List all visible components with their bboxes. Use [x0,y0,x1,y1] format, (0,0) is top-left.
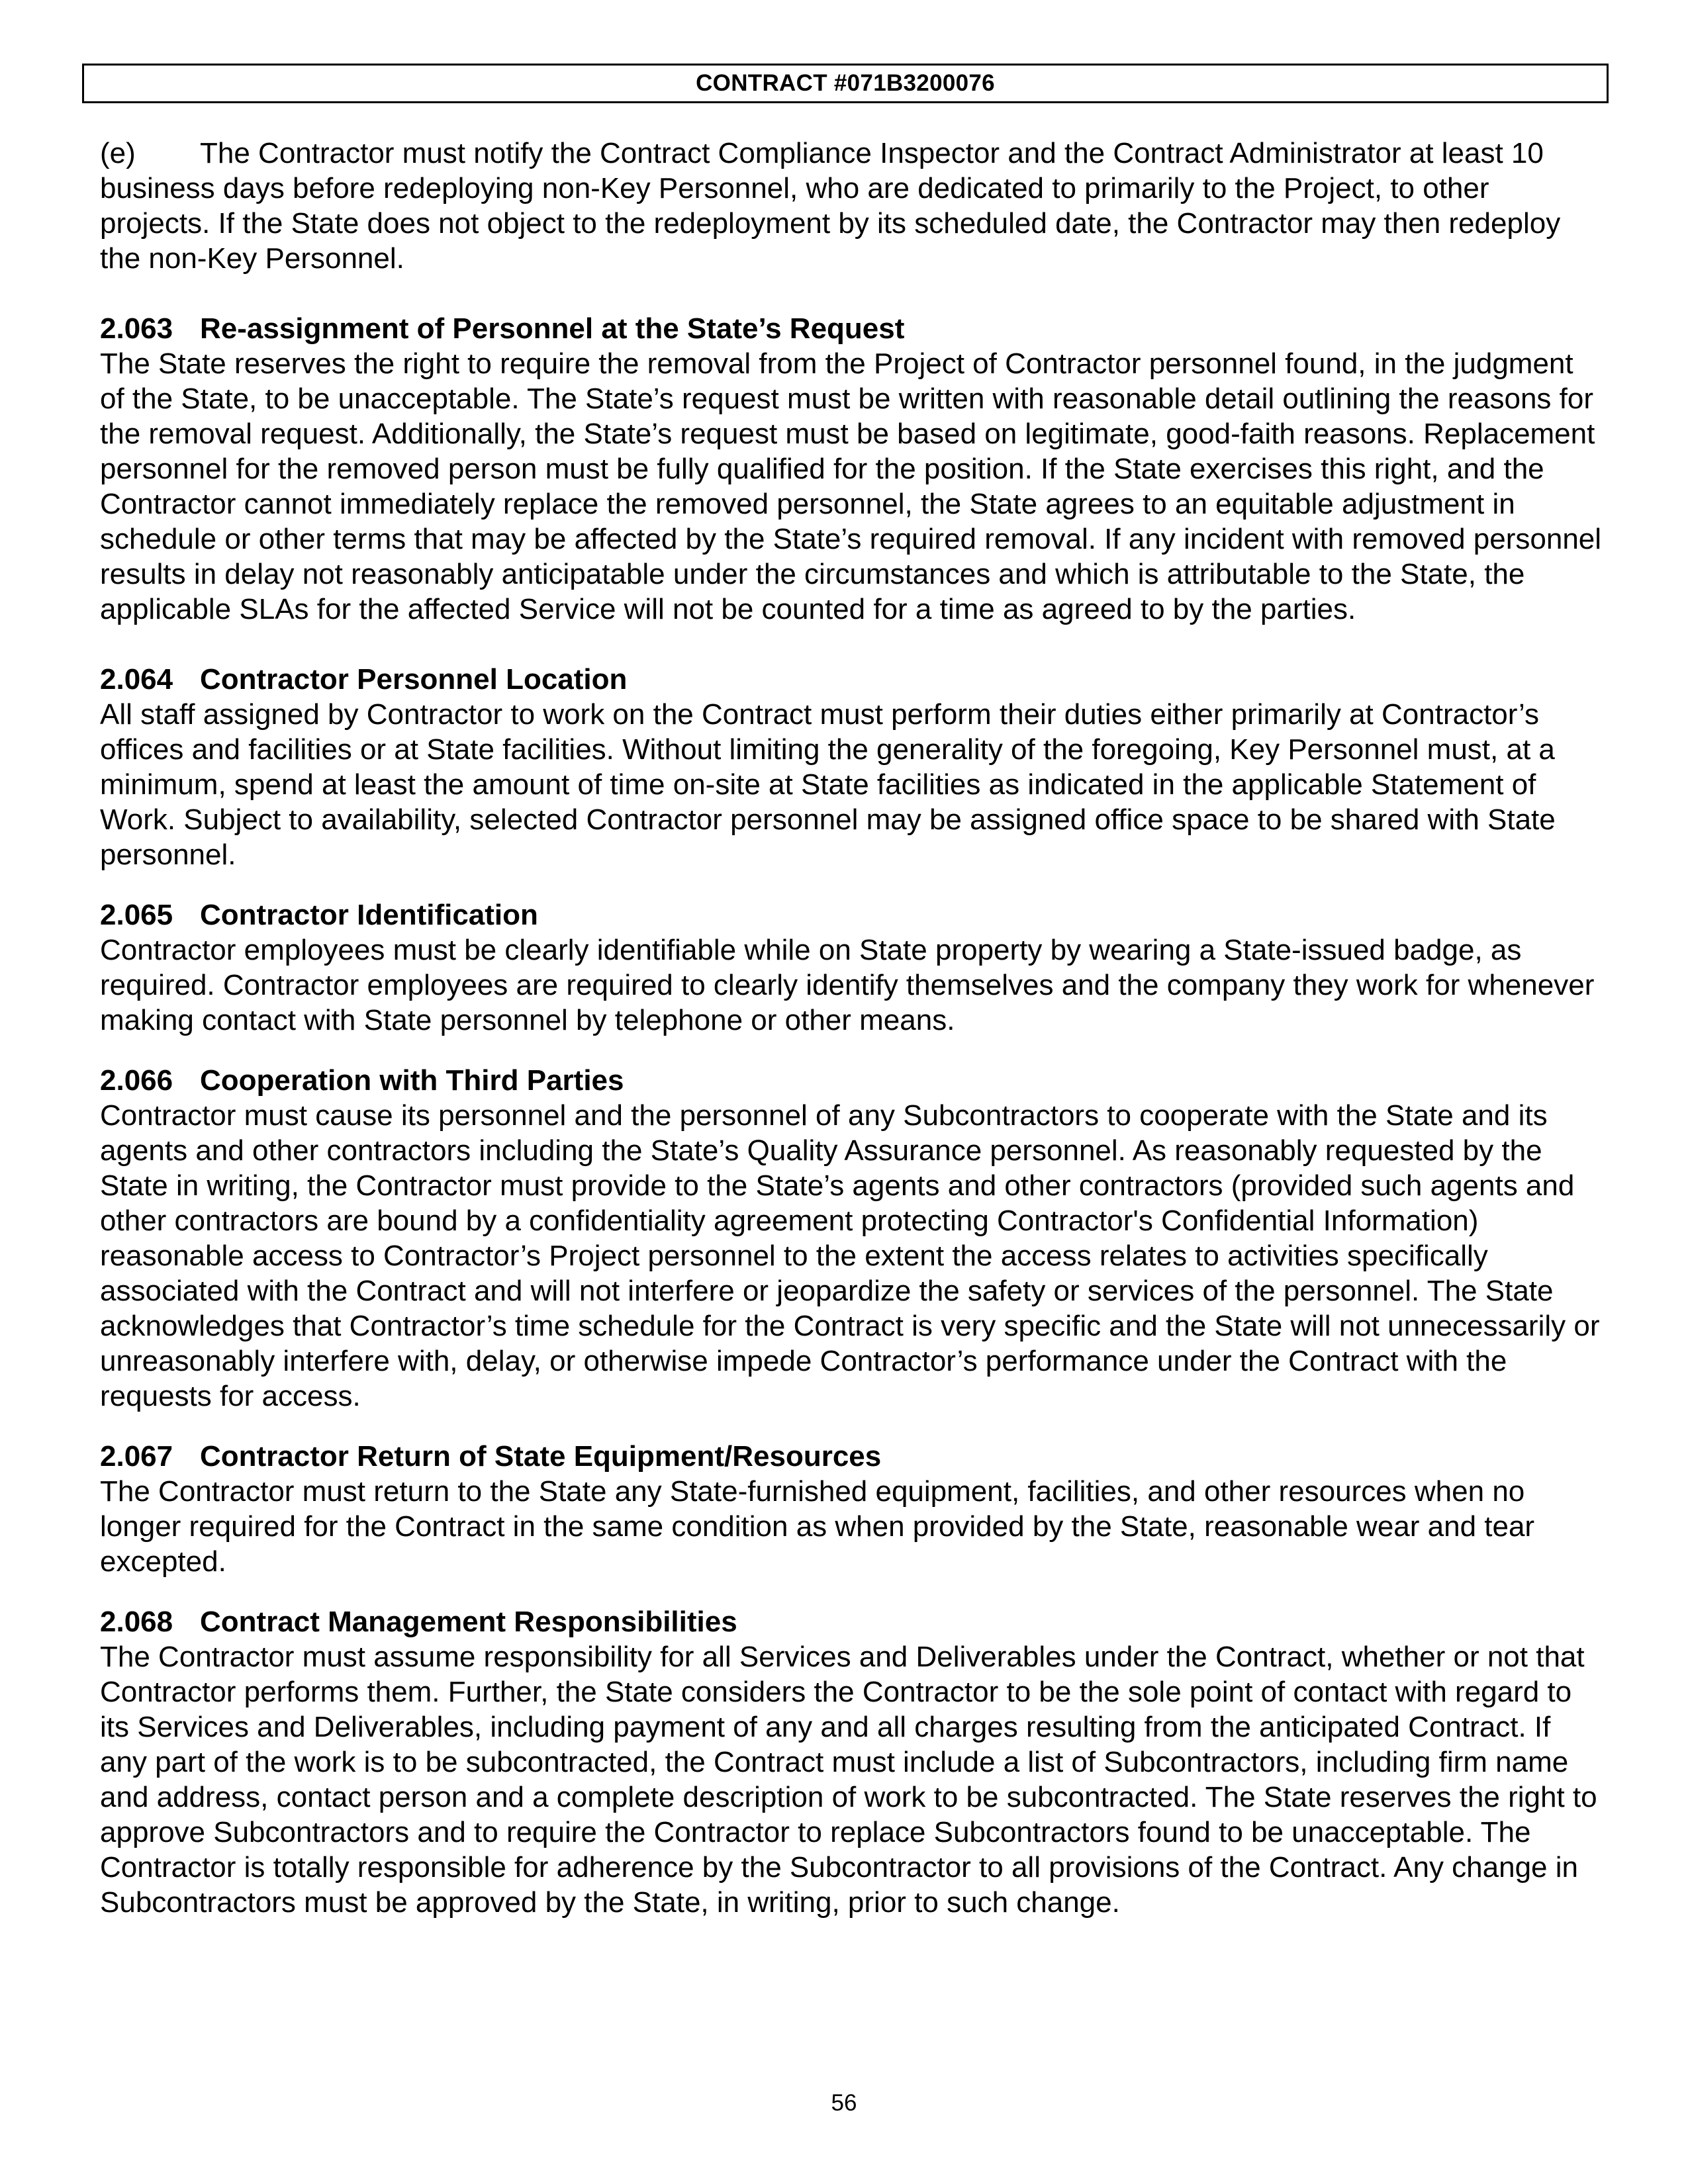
section-number: 2.064 [100,663,173,696]
section-2-064 [100,662,1603,872]
contract-title: CONTRACT #071B3200076 [696,70,995,96]
section-heading [100,1063,1603,1098]
section-title: Contractor Identification [200,899,538,931]
section-body: The Contractor must return to the State any State-furnished equipment, facilities, and other resources when no longer required for the Contract in the same condition as when provided by the State, reasonable wear and tear excepted. [100,1475,1535,1578]
section-body: The Contractor must assume responsibility for all Services and Deliverables under the Contract, whether or not that Contractor performs them. Further, the State considers the Contractor to be the sole point of contact with regard to its Services and Deliverables, including payment of any and all charges resulting from the anticipated Contract. If any part of the work is to be subcontracted, the Contract must include a list of Subcontractors, including firm name and address, contact person and a complete description of work to be subcontracted. The State reserves the right to approve Subcontractors and to require the Contractor to replace Subcontractors found to be unacceptable. The Contractor is totally responsible for adherence by the Subcontractor to all provisions of the Contract. Any change in Subcontractors must be approved by the State, in writing, prior to such change. [100,1641,1597,1919]
section-2-063 [100,311,1603,627]
section-number: 2.065 [100,899,173,931]
page-number: 56 [831,2090,857,2116]
section-heading [100,662,1603,697]
section-2-066 [100,1063,1603,1414]
contract-header [82,64,1609,103]
section-heading [100,1604,1603,1639]
section-title: Contractor Personnel Location [200,663,628,696]
section-heading [100,1439,1603,1474]
intro-text: The Contractor must notify the Contract Compliance Inspector and the Contract Administrator at least 10 business days before redeploying non-Key Personnel, who are dedicated to primarily to the Project, to other projects. If the State does not object to the redeployment by its scheduled date, the Contractor may then redeploy the non-Key Personnel. [100,137,1561,275]
section-title: Cooperation with Third Parties [200,1064,624,1097]
section-body: Contractor employees must be clearly identifiable while on State property by wearing a State-issued badge, as required. Contractor employees are required to clearly identify themselves and the company they work for whenever making contact with State personnel by telephone or other means. [100,934,1595,1036]
section-number: 2.066 [100,1064,173,1097]
section-title: Re-assignment of Personnel at the State’s Request [200,312,905,345]
document-body [100,136,1603,1945]
section-number: 2.067 [100,1440,173,1473]
section-2-068 [100,1604,1603,1920]
section-body: The State reserves the right to require the removal from the Project of Contractor personnel found, in the judgment of the State, to be unacceptable. The State’s request must be written with reasonable detail outlining the reasons for the removal request. Additionally, the State’s request must be based on legitimate, good-faith reasons. Replacement personnel for the removed person must be fully qualified for the position. If the State exercises this right, and the Contractor cannot immediately replace the removed personnel, the State agrees to an equitable adjustment in schedule or other terms that may be affected by the State’s required removal. If any incident with removed personnel results in delay not reasonably anticipatable under the circumstances and which is attributable to the State, the applicable SLAs for the affected Service will not be counted for a time as agreed to by the parties. [100,347,1602,625]
section-title: Contractor Return of State Equipment/Resources [200,1440,882,1473]
intro-paragraph [100,136,1603,276]
section-title: Contract Management Responsibilities [200,1606,737,1638]
section-heading [100,311,1603,346]
section-number: 2.068 [100,1606,173,1638]
section-heading [100,897,1603,933]
section-2-067 [100,1439,1603,1579]
section-number: 2.063 [100,312,173,345]
intro-label: (e) [100,137,136,169]
section-body: All staff assigned by Contractor to work on the Contract must perform their duties either primarily at Contractor’s offices and facilities or at State facilities. Without limiting the generality of the foregoing, Key Personnel must, at a minimum, spend at least the amount of time on-site at State facilities as indicated in the applicable Statement of Work. Subject to availability, selected Contractor personnel may be assigned office space to be shared with State personnel. [100,698,1556,871]
section-body: Contractor must cause its personnel and the personnel of any Subcontractors to cooperate with the State and its agents and other contractors including the State’s Quality Assurance personnel. As reasonably requested by the State in writing, the Contractor must provide to the State’s agents and other contractors (provided such agents and other contractors are bound by a confidentiality agreement protecting Contractor's Confidential Information) reasonable access to Contractor’s Project personnel to the extent the access relates to activities specifically associated with the Contract and will not interfere or jeopardize the safety or services of the personnel. The State acknowledges that Contractor’s time schedule for the Contract is very specific and the State will not unnecessarily or unreasonably interfere with, delay, or otherwise impede Contractor’s performance under the Contract with the requests for access. [100,1099,1600,1412]
section-2-065 [100,897,1603,1038]
